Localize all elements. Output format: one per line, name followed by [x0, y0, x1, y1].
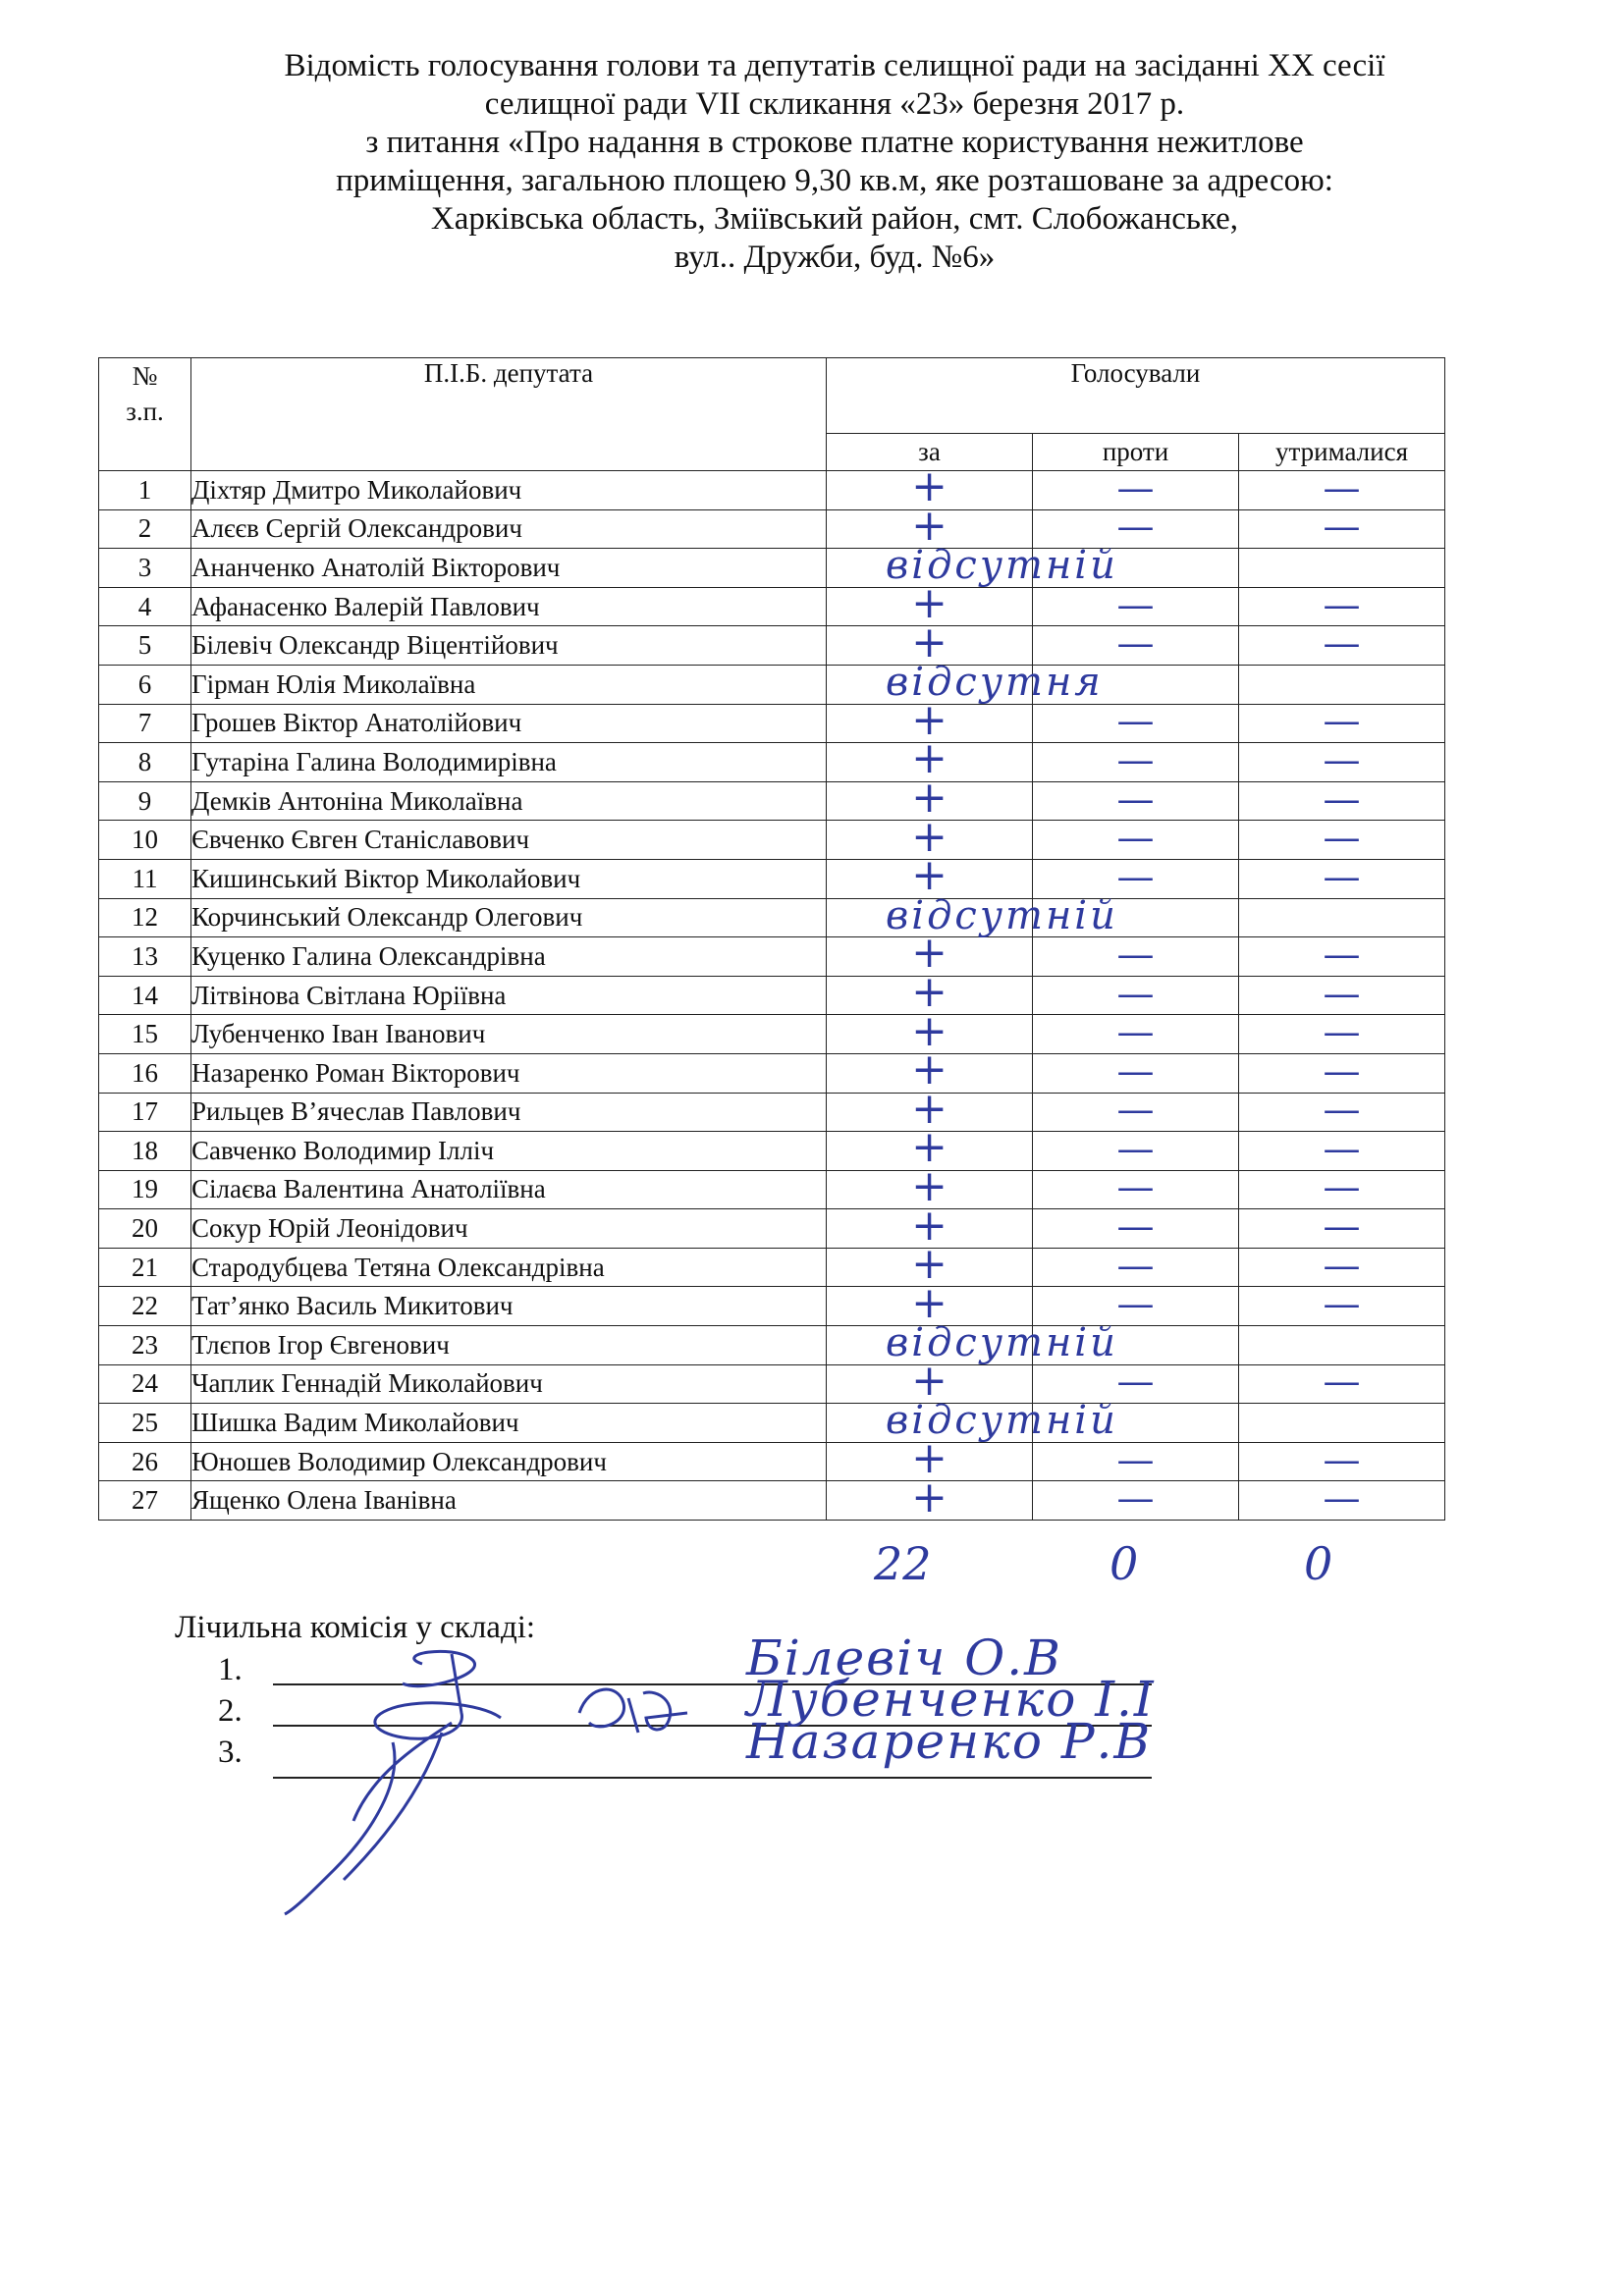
row-number: 12 [99, 898, 191, 937]
absent-note: відсутня [886, 659, 1104, 705]
vote-against-mark: — [1116, 587, 1155, 626]
vote-against-cell [1033, 1053, 1239, 1093]
row-number: 8 [99, 743, 191, 782]
vote-for-cell [827, 471, 1033, 510]
vote-for-cell [827, 1132, 1033, 1171]
deputy-name: Лубенченко Іван Іванович [191, 1015, 827, 1054]
table-row [99, 1248, 1445, 1287]
vote-for-cell [827, 743, 1033, 782]
vote-abstained-mark: — [1323, 470, 1361, 509]
table-row [99, 1053, 1445, 1093]
vote-against-cell [1033, 898, 1239, 937]
vote-abstained-mark: — [1323, 1208, 1361, 1249]
vote-abstained-cell [1239, 549, 1445, 588]
table-row [99, 549, 1445, 588]
title-line-6: вул.. Дружби, буд. №6» [674, 240, 996, 275]
commission-name-3: Назаренко Р.В [746, 1713, 1153, 1770]
table-row [99, 1404, 1445, 1443]
vote-for-cell [827, 1248, 1033, 1287]
deputy-name: Тлєпов Ігор Євгенович [191, 1326, 827, 1365]
vote-against-mark: — [1116, 625, 1155, 666]
table-row [99, 471, 1445, 510]
vote-for-cell [827, 1093, 1033, 1132]
deputy-name: Грошев Віктор Анатолійович [191, 704, 827, 743]
row-number: 2 [99, 509, 191, 549]
vote-for-mark: + [911, 1364, 947, 1404]
vote-for-mark: + [911, 1053, 947, 1093]
row-number: 11 [99, 859, 191, 898]
vote-against-mark: — [1116, 1093, 1155, 1132]
deputy-name: Рильцев В’ячеслав Павлович [191, 1093, 827, 1132]
row-number: 16 [99, 1053, 191, 1093]
vote-for-mark: + [911, 1131, 947, 1171]
row-number: 22 [99, 1287, 191, 1326]
table-row [99, 1132, 1445, 1171]
commission-name-1: Білевіч О.В [746, 1629, 1062, 1686]
table-row [99, 859, 1445, 898]
vote-abstained-mark: — [1323, 1364, 1361, 1404]
vote-abstained-mark: — [1323, 509, 1361, 549]
vote-for-mark: + [911, 1480, 947, 1521]
table-row [99, 1093, 1445, 1132]
absent-note: відсутній [886, 1320, 1118, 1366]
vote-against-cell [1033, 1481, 1239, 1521]
vote-abstained-mark: — [1323, 859, 1361, 898]
row-number: 10 [99, 821, 191, 860]
vote-for-cell [827, 892, 1118, 938]
header-name: П.І.Б. депутата [191, 358, 827, 471]
vote-abstained-mark: — [1323, 976, 1361, 1015]
deputy-name: Савченко Володимир Ілліч [191, 1132, 827, 1171]
absent-note: відсутній [886, 543, 1118, 589]
vote-against-mark: — [1116, 1442, 1155, 1481]
vote-for-cell [827, 704, 1033, 743]
vote-abstained-cell [1239, 1015, 1445, 1054]
deputy-name: Тат’янко Василь Микитович [191, 1287, 827, 1326]
table-row [99, 509, 1445, 549]
vote-abstained-cell [1239, 1481, 1445, 1521]
deputy-name: Сокур Юрій Леонідович [191, 1209, 827, 1249]
table-row [99, 626, 1445, 666]
total-abstained: 0 [1304, 1537, 1333, 1590]
table-row [99, 1364, 1445, 1404]
vote-abstained-cell [1239, 743, 1445, 782]
vote-for-mark: + [911, 1093, 947, 1132]
vote-abstained-mark: — [1323, 1442, 1361, 1481]
vote-against-mark: — [1116, 509, 1155, 549]
table-row [99, 704, 1445, 743]
vote-abstained-mark: — [1323, 704, 1361, 743]
title-line-4: приміщення, загальною площею 9,30 кв.м, яке розташоване за адресою: [336, 163, 1333, 198]
vote-against-mark: — [1116, 1208, 1155, 1249]
vote-for-mark: + [911, 1170, 947, 1209]
deputy-name: Євченко Євген Станіславович [191, 821, 827, 860]
vote-against-mark: — [1116, 1014, 1155, 1054]
title-line-1: Відомість голосування голови та депутатів селищної ради на засіданні XX сесії [284, 48, 1385, 83]
vote-abstained-cell [1239, 1209, 1445, 1249]
voting-table [98, 357, 1445, 1521]
commission-number-1: 1. [218, 1652, 243, 1687]
vote-abstained-cell [1239, 859, 1445, 898]
vote-against-cell [1033, 821, 1239, 860]
table-row [99, 587, 1445, 626]
row-number: 23 [99, 1326, 191, 1365]
vote-against-cell [1033, 976, 1239, 1015]
vote-abstained-mark: — [1323, 625, 1361, 666]
vote-abstained-cell [1239, 626, 1445, 666]
row-number: 13 [99, 937, 191, 977]
vote-for-mark: + [911, 509, 947, 549]
title-line-2: селищної ради VII скликання «23» березня 2017 р. [484, 86, 1185, 122]
deputy-name: Демків Антоніна Миколаївна [191, 781, 827, 821]
vote-for-cell [827, 1170, 1033, 1209]
vote-for-mark: + [911, 1014, 947, 1054]
row-number: 26 [99, 1442, 191, 1481]
deputy-name: Ященко Олена Іванівна [191, 1481, 827, 1521]
table-row [99, 976, 1445, 1015]
table-row [99, 1442, 1445, 1481]
voting-rows [99, 471, 1445, 1521]
deputy-name: Гірман Юлія Миколаївна [191, 665, 827, 704]
vote-against-cell [1033, 1404, 1239, 1443]
vote-abstained-cell [1239, 1442, 1445, 1481]
vote-for-cell [827, 1320, 1118, 1366]
vote-against-cell [1033, 1093, 1239, 1132]
absent-note: відсутній [886, 1398, 1118, 1444]
header-number-sign: № [132, 361, 158, 391]
vote-for-cell [827, 1398, 1118, 1444]
vote-abstained-mark: — [1323, 1480, 1361, 1521]
vote-abstained-mark: — [1323, 1053, 1361, 1093]
deputy-name: Кишинський Віктор Миколайович [191, 859, 827, 898]
vote-for-cell [827, 1481, 1033, 1521]
vote-abstained-cell [1239, 1287, 1445, 1326]
commission-number-3: 3. [218, 1735, 243, 1770]
row-number: 15 [99, 1015, 191, 1054]
row-number: 25 [99, 1404, 191, 1443]
row-number: 18 [99, 1132, 191, 1171]
table-row [99, 1209, 1445, 1249]
absent-note: відсутній [886, 892, 1118, 938]
vote-against-mark: — [1116, 470, 1155, 509]
vote-abstained-mark: — [1323, 781, 1361, 821]
vote-for-mark: + [911, 470, 947, 510]
vote-against-cell [1033, 549, 1239, 588]
deputy-name: Куценко Галина Олександрівна [191, 937, 827, 977]
deputy-name: Ананченко Анатолій Вікторович [191, 549, 827, 588]
vote-for-mark: + [911, 820, 947, 860]
deputy-name: Назаренко Роман Вікторович [191, 1053, 827, 1093]
vote-abstained-cell [1239, 1248, 1445, 1287]
vote-for-mark: + [911, 742, 947, 782]
vote-abstained-mark: — [1323, 820, 1361, 860]
total-against: 0 [1110, 1537, 1139, 1590]
vote-abstained-cell [1239, 1093, 1445, 1132]
row-number: 9 [99, 781, 191, 821]
vote-abstained-mark: — [1323, 1170, 1361, 1209]
deputy-name: Афанасенко Валерій Павлович [191, 587, 827, 626]
vote-for-cell [827, 1015, 1033, 1054]
vote-against-cell [1033, 704, 1239, 743]
vote-abstained-mark: — [1323, 587, 1361, 626]
table-row [99, 1326, 1445, 1365]
vote-against-cell [1033, 587, 1239, 626]
vote-abstained-mark: — [1323, 1131, 1361, 1170]
deputy-name: Білевіч Олександр Віцентійович [191, 626, 827, 666]
vote-against-cell [1033, 1209, 1239, 1249]
deputy-name: Корчинський Олександр Олегович [191, 898, 827, 937]
vote-abstained-mark: — [1323, 1014, 1361, 1054]
deputy-name: Алєєв Сергій Олександрович [191, 509, 827, 549]
table-row [99, 781, 1445, 821]
title-line-3: з питання «Про надання в строкове платне користування нежитлове [365, 125, 1304, 160]
header-number [99, 358, 191, 471]
vote-for-cell [827, 937, 1033, 977]
table-row [99, 1015, 1445, 1054]
vote-for-cell [827, 976, 1033, 1015]
vote-for-mark: + [911, 1286, 947, 1326]
vote-abstained-mark: — [1323, 1248, 1361, 1287]
deputy-name: Гутаріна Галина Володимирівна [191, 743, 827, 782]
vote-against-cell [1033, 1248, 1239, 1287]
vote-against-cell [1033, 937, 1239, 977]
vote-abstained-cell [1239, 587, 1445, 626]
vote-abstained-cell [1239, 665, 1445, 704]
vote-for-mark: + [911, 1248, 947, 1287]
vote-abstained-cell [1239, 704, 1445, 743]
row-number: 14 [99, 976, 191, 1015]
deputy-name: Літвінова Світлана Юріївна [191, 976, 827, 1015]
vote-abstained-cell [1239, 781, 1445, 821]
vote-for-mark: + [911, 976, 947, 1015]
vote-against-cell [1033, 1326, 1239, 1365]
vote-abstained-cell [1239, 1326, 1445, 1365]
header-abstained: утрималися [1239, 434, 1445, 471]
vote-abstained-cell [1239, 821, 1445, 860]
vote-against-cell [1033, 1170, 1239, 1209]
vote-abstained-mark: — [1323, 1286, 1361, 1326]
vote-abstained-cell [1239, 509, 1445, 549]
row-number: 27 [99, 1481, 191, 1521]
total-for: 22 [874, 1537, 932, 1590]
vote-against-cell [1033, 1132, 1239, 1171]
vote-for-cell [827, 1209, 1033, 1249]
table-row [99, 821, 1445, 860]
vote-against-mark: — [1116, 742, 1155, 781]
signature-scribble-2 [569, 1674, 727, 1752]
vote-for-mark: + [911, 1442, 947, 1481]
vote-for-cell [827, 659, 1104, 705]
vote-against-mark: — [1116, 859, 1155, 898]
vote-abstained-cell [1239, 1404, 1445, 1443]
header-against: проти [1033, 434, 1239, 471]
vote-abstained-cell [1239, 937, 1445, 977]
vote-abstained-mark: — [1323, 1093, 1361, 1132]
vote-for-mark: + [911, 781, 947, 821]
vote-abstained-cell [1239, 471, 1445, 510]
vote-against-cell [1033, 781, 1239, 821]
vote-against-cell [1033, 1442, 1239, 1481]
row-number: 20 [99, 1209, 191, 1249]
title-line-5: Харківська область, Зміївський район, смт. Слобожанське, [430, 201, 1239, 237]
vote-against-mark: — [1116, 1286, 1155, 1326]
table-row [99, 937, 1445, 977]
row-number: 3 [99, 549, 191, 588]
deputy-name: Діхтяр Дмитро Миколайович [191, 471, 827, 510]
header-voted: Голосували [827, 358, 1445, 434]
vote-for-mark: + [911, 587, 947, 626]
commission-number-2: 2. [218, 1693, 243, 1729]
vote-against-mark: — [1116, 820, 1155, 860]
commission-label: Лічильна комісія у складі: [175, 1610, 536, 1645]
vote-against-mark: — [1116, 704, 1155, 743]
table-row [99, 743, 1445, 782]
row-number: 17 [99, 1093, 191, 1132]
vote-against-mark: — [1116, 1131, 1155, 1170]
vote-against-cell [1033, 471, 1239, 510]
vote-abstained-cell [1239, 1364, 1445, 1404]
row-number: 1 [99, 471, 191, 510]
vote-against-cell [1033, 1015, 1239, 1054]
table-row [99, 1170, 1445, 1209]
vote-for-mark: + [911, 936, 947, 977]
vote-for-cell [827, 821, 1033, 860]
header-for: за [827, 434, 1033, 471]
vote-against-mark: — [1116, 1170, 1155, 1209]
commission-name-2: Лубенченко І.І [746, 1671, 1156, 1728]
vote-for-mark: + [911, 704, 947, 743]
vote-against-mark: — [1116, 1053, 1155, 1093]
vote-for-cell [827, 781, 1033, 821]
vote-against-mark: — [1116, 976, 1155, 1015]
deputy-name: Стародубцева Тетяна Олександрівна [191, 1248, 827, 1287]
vote-abstained-cell [1239, 976, 1445, 1015]
deputy-name: Шишка Вадим Миколайович [191, 1404, 827, 1443]
vote-abstained-cell [1239, 1132, 1445, 1171]
vote-abstained-cell [1239, 1053, 1445, 1093]
vote-against-mark: — [1116, 1248, 1155, 1287]
row-number: 24 [99, 1364, 191, 1404]
row-number: 5 [99, 626, 191, 666]
table-row [99, 1287, 1445, 1326]
vote-for-cell [827, 587, 1033, 626]
document-title [137, 47, 1532, 277]
vote-for-mark: + [911, 625, 947, 666]
table-row [99, 1481, 1445, 1521]
deputy-name: Чаплик Геннадій Миколайович [191, 1364, 827, 1404]
deputy-name: Юношев Володимир Олександрович [191, 1442, 827, 1481]
vote-against-mark: — [1116, 1480, 1155, 1521]
signature-scribble-1 [226, 1625, 687, 1919]
vote-abstained-cell [1239, 898, 1445, 937]
vote-against-mark: — [1116, 1364, 1155, 1404]
vote-against-mark: — [1116, 936, 1155, 976]
vote-for-mark: + [911, 1208, 947, 1249]
table-row [99, 665, 1445, 704]
row-number: 21 [99, 1248, 191, 1287]
vote-for-mark: + [911, 859, 947, 899]
vote-abstained-cell [1239, 1170, 1445, 1209]
vote-abstained-mark: — [1323, 936, 1361, 976]
vote-for-cell [827, 1053, 1033, 1093]
deputy-name: Сілаєва Валентина Анатоліївна [191, 1170, 827, 1209]
vote-for-cell [827, 543, 1118, 589]
header-number-abbr: з.п. [126, 397, 164, 426]
vote-abstained-mark: — [1323, 742, 1361, 781]
table-row [99, 898, 1445, 937]
row-number: 19 [99, 1170, 191, 1209]
row-number: 6 [99, 665, 191, 704]
vote-against-cell [1033, 665, 1239, 704]
vote-for-cell [827, 1442, 1033, 1481]
row-number: 7 [99, 704, 191, 743]
row-number: 4 [99, 587, 191, 626]
vote-against-mark: — [1116, 781, 1155, 821]
vote-against-cell [1033, 743, 1239, 782]
